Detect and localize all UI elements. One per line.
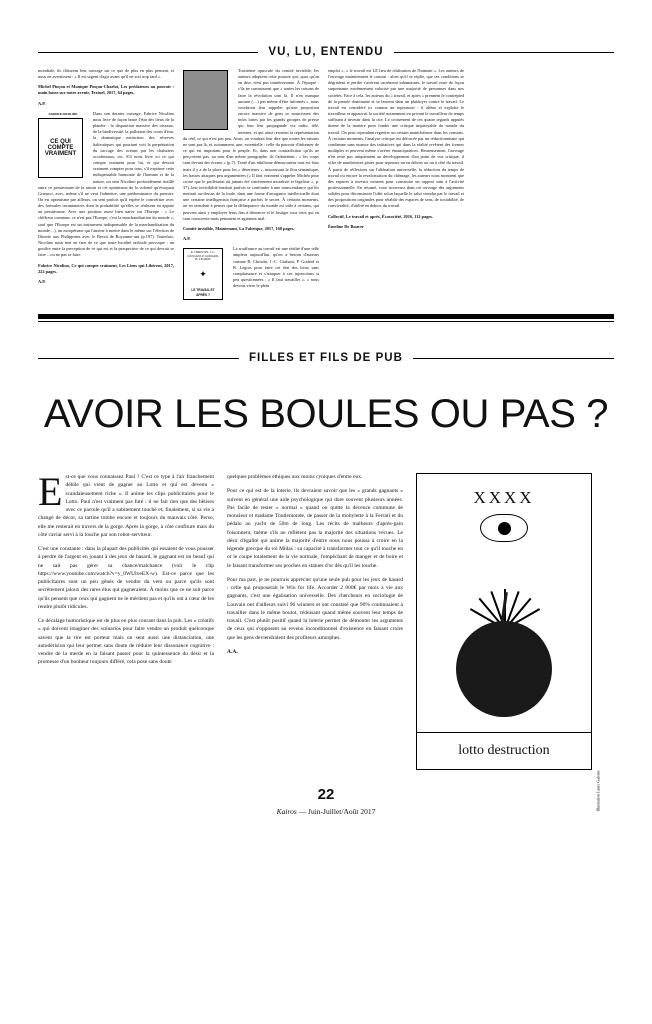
thin-divider [38, 321, 614, 322]
footer-publication-line [0, 807, 652, 816]
cover-image-2 [38, 118, 83, 178]
top-column-1 [38, 68, 174, 304]
bottom-col2-initials: A.A. [227, 648, 238, 655]
section-title-top: VU, LU, ENTENDU [268, 46, 384, 58]
page-title: AVOIR LES BOULES OU PAS ? [43, 392, 609, 437]
header-rule-right-2 [413, 358, 614, 359]
bottom-column-2 [227, 473, 403, 770]
top-article-columns [0, 58, 652, 304]
bottom-col2-para2: Pour ce qui est de la loterie, ils devraient savoir que les « grands gagnants » suivent en général une aide psychologique qui dure souvent plusieurs années. Pas facile de rester « normal » quand on quitte la décence commune de monsieur et madame Toutlemonde, de passer de la mobylette à la Ferrari et du pédalo au yacht de 50m de long. Les récits de malheurs d'après-gain foisonnent, même s'ils ne reflètent pas la majorité des situations vécues. Le désir d'égalité qui anime la majorité d'entre nous nous poussa à croire en la légende grecque du roi Midas : sa capacité à transformer tout ce qu'il touche en or le coupe totalement de la vie normale, l'empêchant de manger et de boire et le faisant transformer ses proches en statues d'or dès qu'il les touche. [227, 488, 403, 569]
top-col3-para1: emploi », « le travail est LE lieu de réalisation de l'humain ». Les auteurs de l'ouvrage maintiennent le constat : alors qu'il se réplie, que ses conditions se dégradent et perdre s'avèrent carrément inhumaines, le travail reste de façon surprenante extrêmement valorisé par une majorité de personnes dans nos sociétés. Face à cela, les auteurs du « travail, et après » prennent le contrepied de la pensée dominante et se lancent dans un plaidoyer contre le travail. Le travail est considéré ici comme un repoussoir : il aliène et exploite le travailleur et appauvrit la société notamment en privant le travailleur de temps suffisant à investir dans la cité. Le croisement de ces quatre regards appuiés donne de la matière pour fonder une critique impitoyable du monde du travail. On peut cependant regretter un certain manichéisme dans les constats. À certains moments, l'analyse critique est déforcée par un réductionnisme qui condamne sans nuance des initiatives qui dans la réalité revêtent des formes multiples et peuvent même s'avérer émancipatrices. Heureusement, l'ouvrage n'en reste pas uniquement au développement d'un point de vue critique, il offre de nombreuses pistes pour repenser un en dehors ou un à côté du travail. À partir de réflexions sur l'aliénation universelle, la réduction du temps de travail ou encore la revalorisation du chômage, les auteurs nous montrent que des espaces à investir existent pour construire un rapport sain à l'activité professionnelle. En résumé, vous trouverez dans cet ouvrage des arguments solides pour déconstruire l'idée selon laquelle le salut viendra par le travail et des propositions originales pour rétablir des espaces de sens, de sociabilité, de convivialité, d'utilité en dehors du travail. [328, 68, 464, 209]
top-col1-initials2: A.P. [38, 278, 46, 284]
illustration-caption: lotto destruction [417, 732, 591, 769]
top-col1-para2: Dans son dernier ouvrage, Fabrice Nicolino nous livre de façon brute l'état des lieux de la planète : la disparition massive des oiseaux, de la biodiversité, la pollution des cours d'eau, la dramatique extinction des réserves halieutiques qui pourtant voit la perpétuation du saccage des océans par les chalutiers occidentaux, etc. S'il nous livre ici ce qui compte vraiment pour lui, et qui devrait vraiment compter pour tous, s'il exprime cette indispensable harmonie de l'homme et de la nature, on sent Nicolino profondément tiraillé entre ce pessimisme de la raison et cet optimisme de la volonté qu'évoquait Gramsci, avec, même s'il ne veut l'admettre, une prédominance du premier. On est optimisme par ailleurs, on sent parfois qu'il espère le concrétiser avec des formules incantatoires dont la probabilité qu'elles se réalisent en appuie au pessimisme. Avec une position assez bien naïve sur l'Europe : « Le chiffreur commun; ce n'est pas l'Europe, c'est la marchandisation du monde », sauf que l'Europe est un instrument indispensable de la marchandisation du monde…), un européisme qui l'amène à mettre dans le même sac l'élection de Duterte aux Philippines avec le Brexit de Royaume-uni (p.197). Toutefois, Nicolino nous met en face de ce que toute lucidité radicale provoque : un gouffre entre la perception de ce qui est et la perspective de ce qui devrait se faire – ou ne pas se faire. [38, 110, 174, 258]
publication-name: Kairos [276, 807, 297, 817]
bottom-col2-para1: quelques problèmes éthiques aux moins cyniques d'entre eux. [227, 474, 363, 481]
top-col3-author: Émeline De Bouver [328, 223, 364, 229]
bottom-col2-para3: Pour ma part, je ne pourrais apprécier qu'une seule pub pour les jeux de hasard : celle qui proposerait le Win for life. Accorder 2 000€ par mois à vie aux gagnants, c'est une égalisation universelle. Des chercheurs en sociologie de Louvain ont d'ailleurs suivi 96 winners et ont constaté que 90% continuaient à travailler dans le même boulot, réduisant quand même souvent leur temps de travail. C'est plutôt positif quand la loterie permet de démonter les arguments de ceux qui s'opposent au revenu inconditionnel d'existence en faisant croire que les gens deviendraient des profiteurs amorphes. [227, 576, 403, 641]
illustration-top-text: XXXX [473, 488, 535, 508]
book-cover-le-travail-et-apres [183, 247, 228, 302]
header-rule-left [38, 52, 258, 53]
top-col1-initials1: A.P. [38, 100, 46, 106]
cover-title-3: LE TRAVAIL ET APRÈS ? [191, 288, 215, 297]
bottom-col1-para3: Ce décalage humoristique est de plus en plus courant dans la pub. Les « créatifs » qui doivent imaginer des scénarios pour faire vendre un produit quelconque savent que la rire est porteur mais on sent aussi une distanciation, une autodérision qui leur permet sans doute de réduire leur dissonance cognitive : vendre de la merde en la faisant passer pour la quintessence du désir et la promesse d'un bonheur toujours différé, cela pose sans doute [38, 618, 214, 666]
cover-author-label: FABRICE NICOLINO [48, 111, 78, 116]
header-rule-left-2 [38, 358, 239, 359]
section-header-vu-lu-entendu [0, 46, 652, 58]
top-column-2 [183, 68, 319, 304]
top-column-3 [328, 68, 464, 304]
top-col2-initials: A.P. [183, 236, 191, 242]
top-col2-para2: La souffrance au travail est une réalité d'une telle ampleur aujourd'hui, qu'on a besoin d'auteurs comme R. Christin, J.-C. Giuliani, P. Godard et B. Legros pour faire cet état des lieux sans complaisance et s'attaquer à ces injonctions si peu questionnées : « Il faut travailler », « nous devons vivre le plein [233, 246, 319, 289]
eye-icon [480, 514, 528, 542]
bottom-col1-para1-text: st-ce que vous connaissez Paul ? C'est ce type à l'air franchement débile qui vient de gagner au Lotto et qui est devenu « scandaleusement riche ». Il anime les clips publicitaires pour le Lotto. Paul n'est vraiment pas futé : il ne fait rien que des bêtises avec ce pactole qu'il a subitement touché et, finalement, si sa vie a changé de décor, sa tartine tombe encore et toujours du mauvais côté. Perso, elle me resterait en travers de la gorge. Après la gorge, à côté confiture mais du côté caviar servi à la louche par son robot-serviteur. [38, 474, 214, 538]
cover-mark-3: ✦ [199, 269, 207, 280]
cover-image-1 [183, 70, 228, 130]
cover-image-3 [183, 248, 223, 300]
top-col1-byline1: Michel Pinçon et Monique Pinçon-Charlot, Les prédateurs au pouvoir : main basse sur notre avenir, Textuel, 2017, 64 pages. [38, 84, 174, 96]
book-cover-maintenant [183, 69, 233, 132]
top-col2-para1: Troisième opuscule du comité invisible, les auteurs adoptent cette posture qui, quoi qu'on en dise, n'est pas inintéressante. À l'époque : s'ils ne connaissent que « toutes les raisons de faire la révolution sont là. Il n'en manque aucune (…) pas même d'être informés », nous voudrions leur rappeler qu'une proportion encore massive de gens se nourrissent des infos faites par les grands groupes de presse qui font leur propagande via radio, télé, internet, et qui ainsi restreint la représentation du réel, ce qui n'est pas peu. Ainsi, on voudrait leur dire que toutes les raisons ne sont pas là, et, notamment, une, essentielle : celle du pouvoir d'informer de ce qui est important pour le peuple. Et, dans une contradiction qu'ils ne perçoivent pas, au sein d'un même paragraphe, ils l'admettent : « les corps sont devant des écrans » (p.7). Tenté d'un nihilisme dénonciateur tout est fous mais il y a de la place pour les « déserteurs », nourrissant le flou sémantique, les basses attaques peu argumentées (« Il faut vraiment s'appeler Michéa pour croire que le prolétariat ait jamais été sincèrement moraliste et légaliste », p. 37), leur invisibilité tendrait parfois se confondre à une transcendance qui les mettrait au-dessus de la foule, dans une forme d'arrogance intellectuelle dont une certaine intelligentsia française a parfois le secret. À certains moments, on en viendrait à penser que la délinquance du monde est utile à certains, qui peuvent ainsi y employer leurs fins à dénoncer et le fustiger tous ceux qui en sont conscients mais pensaient et agiraient mal. [183, 68, 319, 221]
illustration-container [416, 473, 601, 812]
publication-issue: — Juin-Juillet/Août 2017 [298, 807, 376, 817]
cover-authors-3: R. CHRISTIN, J.-C. GIULIANI, P. GODARD, B. LEGROS [187, 250, 219, 261]
section-title-bottom: FILLES ET FILS DE PUB [249, 352, 403, 365]
book-cover-ce-qui-compte-vraiment [38, 112, 88, 180]
illustration-credit: Illustration Laure Galerne [596, 770, 601, 812]
cover-title-2: CE QUI COMPTE VRAIMENT [44, 138, 77, 158]
top-col1-para1: mondiale, ils clôturent leur ouvrage sur ce que de plus en plus pensent, et nous en avertissent : « Il est urgent d'agir avant qu'il ne soit trop tard ». [38, 68, 174, 80]
header-rule-right [394, 52, 614, 53]
top-col3-byline: Collectif, Le travail et après, Écosociété, 2016, 112 pages. [328, 213, 434, 219]
top-col2-byline: Comité invisible, Maintenant, La Fabrique, 2017, 160 pages. [183, 225, 295, 231]
drop-cap: E [38, 469, 63, 515]
page-number: 22 [317, 786, 335, 804]
bomb-icon [456, 621, 552, 717]
top-col1-byline2: Fabrice Nicolino, Ce qui compte vraiment, Les Liens qui Libèrent, 2017, 222 pages. [38, 262, 174, 274]
bottom-column-1 [38, 469, 214, 770]
section-header-filles-et-fils-de-pub [0, 352, 652, 364]
bottom-col1-para2: C'est une constante : dans la plupart des publicités qui essaient de vous pousser à perdre de l'argent en jouant à des jeux de hasard, le gagnant est un beauf qui ne sait pas gérer sa chance/malchance (voir le clip https://www.youtube.com/watch?v=y_0WUlveEX-w). Est-ce parce que les publicitaires sont un peu gênés de vendre du vent ou parce qu'ils sont secrètement jaloux des rares élus qui gagneraient. À moins que ce ne soit parce qu'ils pensent que ceux qui gagnent ne le méritent pas et qu'ils ont à cœur de les rendre plutôt ridicules. [38, 546, 214, 610]
illustration-lotto-destruction [416, 473, 592, 770]
bottom-col1-para1 [38, 469, 214, 539]
thick-divider [38, 314, 614, 319]
